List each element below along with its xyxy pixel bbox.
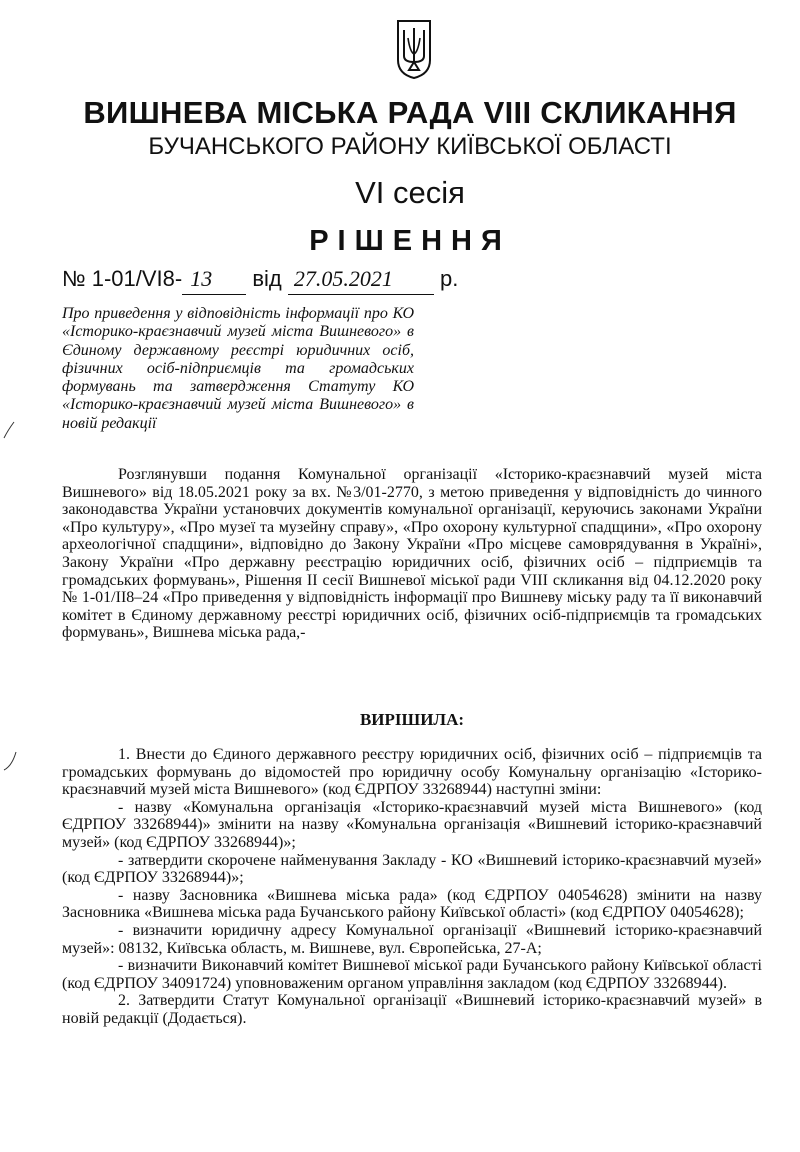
margin-pen-mark-icon bbox=[2, 750, 18, 772]
trident-emblem-icon bbox=[395, 18, 433, 80]
preamble-section bbox=[62, 466, 762, 642]
decision-heading: РІШЕННЯ bbox=[309, 225, 511, 257]
list-item: - визначити Виконавчий комітет Вишневої міської ради Бучанського району Київської області (код ЄДРПОУ 34091724) уповноваженим органом управління закладом (код ЄДРПОУ 33268944). bbox=[62, 957, 762, 992]
decision-subject: Про приведення у відповідність інформації про КО «Історико-краєзнавчий музей міста Вишневого» в Єдиному державному реєстрі юридичних осіб, фізичних осіб-підприємців та громадських формувань та затвердження Статуту КО «Історико-краєзнавчий музей міста Вишневого» в новій редакції bbox=[62, 305, 414, 432]
doc-date-handwritten: 27.05.2021 bbox=[288, 264, 434, 295]
list-item: 1. Внести до Єдиного державного реєстру юридичних осіб, фізичних осіб – підприємців та громадських формувань до відомостей про юридичну особу Комунальну організацію «Історико-краєзнавчий музей міста Вишневого» (код ЄДРПОУ 33268944) наступні зміни: bbox=[62, 746, 762, 799]
resolved-heading: ВИРІШИЛА: bbox=[359, 710, 465, 729]
list-item: 2. Затвердити Статут Комунальної організації «Вишневий історико-краєзнавчий музей» в новій редакції (Додається). bbox=[62, 992, 762, 1027]
council-region: БУЧАНСЬКОГО РАЙОНУ КИЇВСЬКОЇ ОБЛАСТІ bbox=[148, 133, 672, 160]
session-title: VI сесія bbox=[355, 175, 465, 210]
decision-items bbox=[62, 746, 762, 1028]
document-number-line bbox=[62, 264, 458, 295]
list-item: - визначити юридичну адресу Комунальної організації «Вишневий історико-краєзнавчий музей»: 08132, Київська область, м. Вишневе, вул. Європейська, 27-А; bbox=[62, 921, 762, 957]
doc-date-suffix: р. bbox=[440, 266, 459, 291]
margin-pen-mark-icon bbox=[2, 420, 16, 440]
list-item: - затвердити скорочене найменування Закладу - КО «Вишневий історико-краєзнавчий музей» (код ЄДРПОУ 33268944)»; bbox=[62, 851, 762, 887]
doc-number-handwritten: 13 bbox=[182, 264, 246, 295]
doc-number-prefix: № 1-01/VI8- bbox=[62, 266, 183, 291]
doc-date-prefix: від bbox=[252, 266, 282, 291]
list-item: - назву Засновника «Вишнева міська рада» (код ЄДРПОУ 04054628) змінити на назву Засновника «Вишнева міська рада Бучанського району Київської області» (код ЄДРПОУ 04054628); bbox=[62, 886, 762, 922]
council-title: ВИШНЕВА МІСЬКА РАДА VIII СКЛИКАННЯ bbox=[83, 95, 737, 130]
preamble-paragraph: Розглянувши подання Комунальної організації «Історико-краєзнавчий музей міста Вишневого» від 18.05.2021 року за вх. №3/01-2770, з метою приведення у відповідність до чинного законодавства України установчих документів комунальної організації, керуючись законами України «Про культуру», «Про музеї та музейну справу», «Про охорону культурної спадщини», «Про охорону археологічної спадщини», відповідно до Закону України «Про місцеве самоврядування в Україні», Закону України «Про державну реєстрацію юридичних осіб, фізичних осіб – підприємців та громадських формувань», Рішення II сесії Вишневої міської ради VIII скликання від 04.12.2020 року № 1-01/II8–24 «Про приведення у відповідність інформації про Вишневу міську раду та її виконавчий комітет в Єдиному державному реєстрі юридичних осіб, фізичних осіб-підприємців та громадських формувань», Вишнева міська рада,- bbox=[62, 466, 762, 642]
list-item: - назву «Комунальна організація «Історико-краєзнавчий музей міста Вишневого» (код ЄДРПОУ 33268944)» змінити на назву «Комунальна організація «Вишневий історико-краєзнавчий музей» (код ЄДРПОУ 33268944)»; bbox=[62, 798, 762, 851]
